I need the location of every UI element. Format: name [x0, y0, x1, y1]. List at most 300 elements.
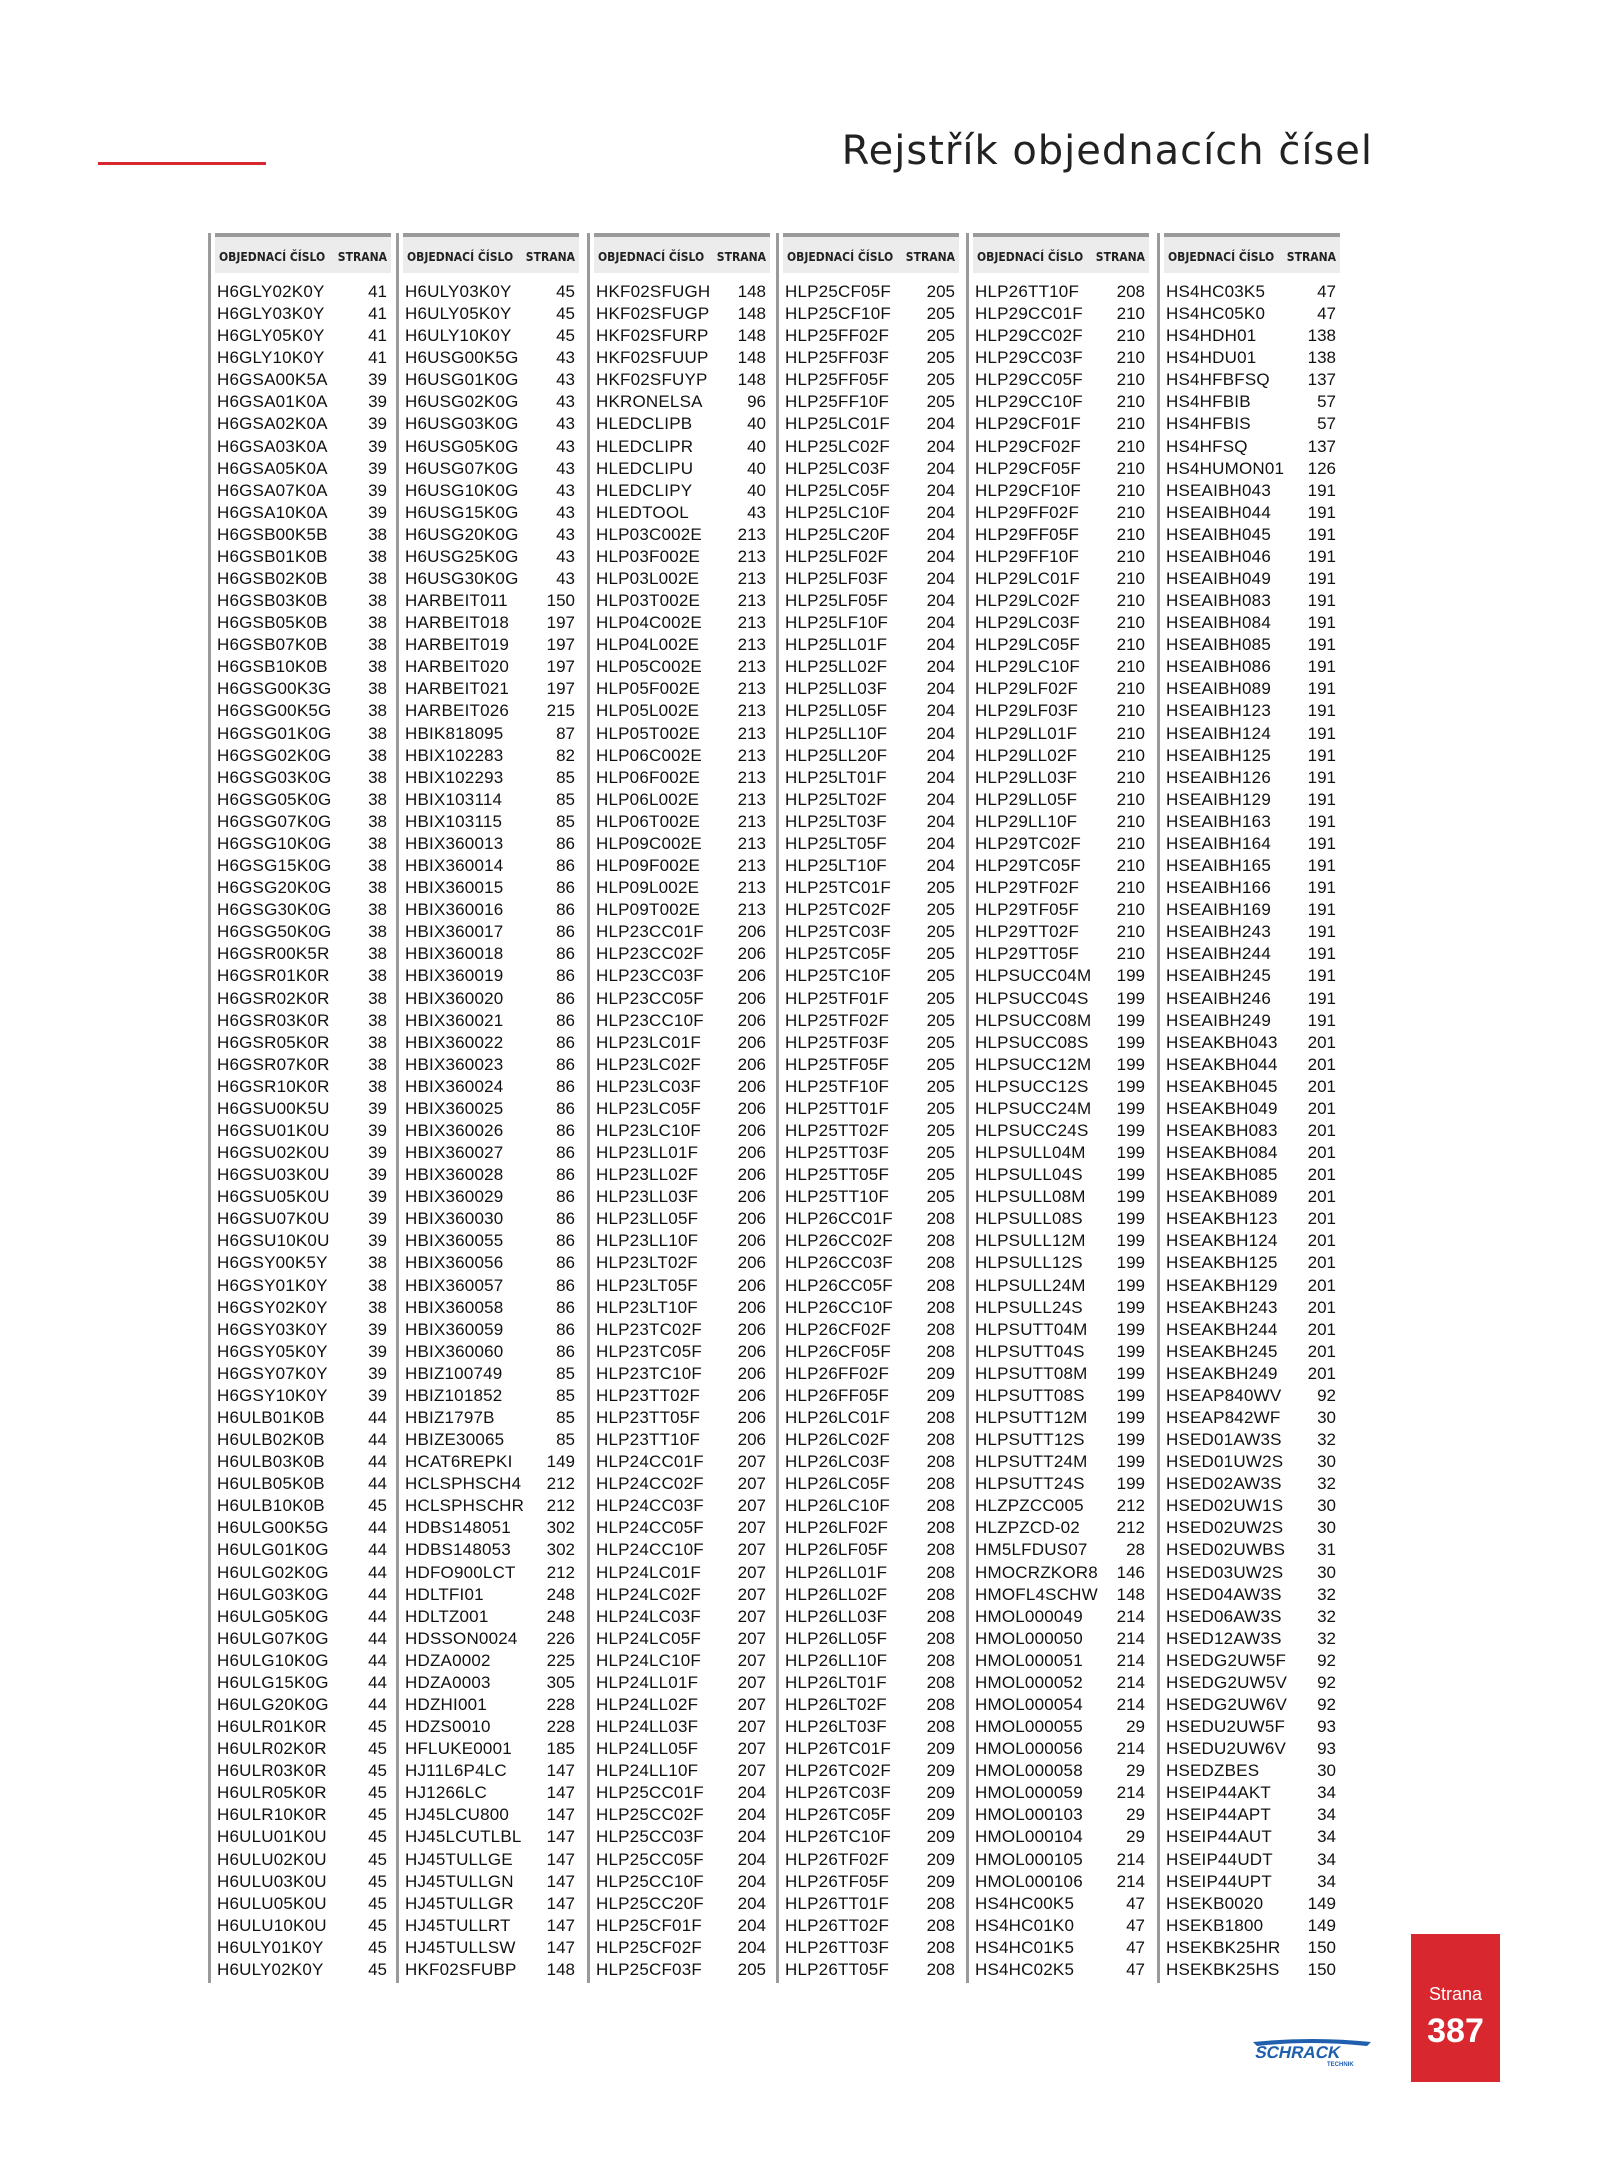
order-number: H6GSA00K5A: [217, 370, 328, 390]
order-number: HSED06AW3S: [1166, 1606, 1282, 1626]
order-number: H6GSY00K5Y: [217, 1253, 328, 1273]
index-row: [785, 1672, 957, 1694]
page-reference: 201: [1307, 1165, 1336, 1185]
page-reference: 201: [1307, 1253, 1336, 1273]
index-row: [405, 546, 577, 568]
order-number: HS4HDH01: [1166, 326, 1257, 346]
page-reference: 215: [546, 701, 575, 721]
index-row: [975, 833, 1147, 855]
page-reference: 201: [1307, 1297, 1336, 1317]
page-reference: 204: [926, 635, 955, 655]
page-reference: 43: [556, 414, 575, 434]
index-row: [405, 1826, 577, 1848]
index-row: [975, 1164, 1147, 1186]
page-reference: 199: [1116, 1297, 1145, 1317]
page-reference: 206: [737, 1363, 766, 1383]
order-number: HSEAIBH126: [1166, 767, 1271, 787]
page-reference: 208: [926, 1474, 955, 1494]
page-reference: 209: [926, 1827, 955, 1847]
page-reference: 45: [368, 1496, 387, 1516]
order-number: HLP23LT02F: [596, 1253, 698, 1273]
index-row: [217, 767, 389, 789]
order-number: HLP26LT01F: [785, 1672, 887, 1692]
order-number: HSEAIBH129: [1166, 789, 1271, 809]
order-number: HSED01UW2S: [1166, 1452, 1284, 1472]
index-row: [405, 1915, 577, 1937]
order-number: H6GSG50K0G: [217, 922, 332, 942]
index-row: [405, 436, 577, 458]
page-reference: 38: [368, 988, 387, 1008]
page-reference: 29: [1126, 1827, 1145, 1847]
order-number: HLP04C002E: [596, 613, 702, 633]
page-reference: 45: [368, 1805, 387, 1825]
page-reference: 206: [737, 1430, 766, 1450]
page-reference: 207: [737, 1672, 766, 1692]
page-reference: 43: [556, 392, 575, 412]
page-reference: 208: [926, 1319, 955, 1339]
page-reference: 29: [1126, 1761, 1145, 1781]
order-number: HLP23CC10F: [596, 1010, 704, 1030]
page-reference: 38: [368, 613, 387, 633]
logo-text: SCHRACK: [1253, 2042, 1343, 2062]
order-number: H6GSY02K0Y: [217, 1297, 328, 1317]
page-reference: 96: [747, 392, 766, 412]
page-reference: 209: [926, 1385, 955, 1405]
order-number: H6USG07K0G: [405, 458, 519, 478]
index-row: [596, 436, 768, 458]
page-reference: 213: [737, 569, 766, 589]
order-number: H6GSR07K0R: [217, 1054, 330, 1074]
index-row: [217, 1429, 389, 1451]
order-number: H6GSG10K0G: [217, 833, 332, 853]
order-number: HBIX360023: [405, 1054, 504, 1074]
order-number: HLP29LC02F: [975, 591, 1081, 611]
order-number: HBIZ100749: [405, 1363, 503, 1383]
order-number: HLP29LL05F: [975, 789, 1078, 809]
page-reference: 210: [1116, 502, 1145, 522]
index-row: [217, 656, 389, 678]
order-number: HSEAIBH169: [1166, 900, 1271, 920]
order-number: HBIZE30065: [405, 1430, 505, 1450]
order-number: HLP25CF03F: [596, 1959, 702, 1979]
index-column: [587, 233, 770, 1983]
page-reference: 204: [926, 502, 955, 522]
page-reference: 210: [1116, 657, 1145, 677]
order-number: HLP25LF02F: [785, 546, 889, 566]
index-row: [217, 458, 389, 480]
order-number: H6GSG03K0G: [217, 767, 332, 787]
page-reference: 204: [737, 1827, 766, 1847]
page-reference: 41: [368, 282, 387, 301]
page-reference: 39: [368, 1385, 387, 1405]
page-reference: 86: [556, 1297, 575, 1317]
order-number: HLP29FF05F: [975, 524, 1080, 544]
index-row: [975, 789, 1147, 811]
index-row: [217, 1098, 389, 1120]
page-reference: 209: [926, 1871, 955, 1891]
column-header: [594, 233, 770, 273]
index-row: [405, 1871, 577, 1893]
order-number: HARBEIT020: [405, 657, 510, 677]
page-reference: 147: [546, 1783, 575, 1803]
order-number: HLP25LT05F: [785, 833, 887, 853]
order-number: HLP26LT03F: [785, 1717, 887, 1737]
order-number: HLP25CC05F: [596, 1849, 704, 1869]
page-reference: 150: [546, 591, 575, 611]
page-reference: 86: [556, 1187, 575, 1207]
order-number: HLP29CC01F: [975, 304, 1083, 324]
order-number: H6ULB10K0B: [217, 1496, 325, 1516]
order-number: HLP06F002E: [596, 767, 701, 787]
index-row: [785, 656, 957, 678]
order-number: H6GSY05K0Y: [217, 1341, 328, 1361]
order-number: HLP25CF10F: [785, 304, 891, 324]
order-number: HLP06T002E: [596, 811, 701, 831]
order-number: H6GSG07K0G: [217, 811, 332, 831]
order-number: H6GSR00K5R: [217, 944, 330, 964]
page-reference: 205: [926, 1076, 955, 1096]
index-row: [975, 391, 1147, 413]
page-reference: 204: [926, 789, 955, 809]
page-reference: 45: [368, 1849, 387, 1869]
order-number: HLP29CC02F: [975, 326, 1083, 346]
index-row: [405, 1606, 577, 1628]
index-row: [1166, 1010, 1338, 1032]
page-reference: 208: [926, 1584, 955, 1604]
index-row: [785, 1076, 957, 1098]
order-number: HLP26LC10F: [785, 1496, 891, 1516]
order-number: HLPSULL04S: [975, 1165, 1083, 1185]
order-number: HS4HFBFSQ: [1166, 370, 1270, 390]
index-column: [208, 233, 391, 1983]
index-row: [405, 325, 577, 347]
page-reference: 34: [1317, 1827, 1336, 1847]
page-reference: 204: [926, 524, 955, 544]
index-row: [785, 391, 957, 413]
index-row: [405, 303, 577, 325]
index-row: [596, 1010, 768, 1032]
order-number: HLPSULL24S: [975, 1297, 1083, 1317]
index-row: [596, 1451, 768, 1473]
column-header-page: STRANA: [525, 250, 575, 264]
page-reference: 92: [1317, 1650, 1336, 1670]
index-row: [785, 1760, 957, 1782]
index-row: [217, 1562, 389, 1584]
page-reference: 38: [368, 922, 387, 942]
page-reference: 204: [926, 811, 955, 831]
index-row: [785, 1341, 957, 1363]
order-number: HLP23CC05F: [596, 988, 704, 1008]
page-reference: 38: [368, 1032, 387, 1052]
index-row: [405, 1804, 577, 1826]
index-row: [217, 855, 389, 877]
index-row: [785, 1893, 957, 1915]
order-number: HLP25LC01F: [785, 414, 891, 434]
page-reference: 206: [737, 988, 766, 1008]
page-reference: 86: [556, 900, 575, 920]
order-number: HSED12AW3S: [1166, 1628, 1282, 1648]
index-row: [975, 723, 1147, 745]
index-row: [217, 436, 389, 458]
page-reference: 210: [1116, 392, 1145, 412]
page-reference: 204: [737, 1849, 766, 1869]
index-row: [975, 1584, 1147, 1606]
index-row: [405, 1672, 577, 1694]
index-row: [785, 303, 957, 325]
order-number: HSEAKBH043: [1166, 1032, 1278, 1052]
page-reference: 199: [1116, 988, 1145, 1008]
order-number: HLPSUTT04S: [975, 1341, 1085, 1361]
page-reference: 206: [737, 1319, 766, 1339]
page-reference: 204: [737, 1893, 766, 1913]
index-row: [1166, 1782, 1338, 1804]
order-number: HLP26LL01F: [785, 1562, 888, 1582]
order-number: H6ULG05K0G: [217, 1606, 329, 1626]
order-number: HSEAIBH086: [1166, 657, 1271, 677]
index-row: [405, 656, 577, 678]
page-reference: 210: [1116, 679, 1145, 699]
page-reference: 205: [926, 370, 955, 390]
order-number: HBIX360028: [405, 1165, 504, 1185]
order-number: HLP25TF05F: [785, 1054, 890, 1074]
page-reference: 38: [368, 635, 387, 655]
order-number: HLPSUTT08M: [975, 1363, 1088, 1383]
page-reference: 45: [556, 326, 575, 346]
page-reference: 39: [368, 1120, 387, 1140]
index-row: [596, 877, 768, 899]
index-row: [405, 700, 577, 722]
order-number: HSEAIBH083: [1166, 591, 1271, 611]
order-number: HLP23LC10F: [596, 1120, 702, 1140]
order-number: HM5LFDUS07: [975, 1540, 1088, 1560]
index-row: [785, 480, 957, 502]
index-row: [217, 745, 389, 767]
order-number: HLPSUCC08S: [975, 1032, 1089, 1052]
order-number: HLP03C002E: [596, 524, 702, 544]
page-reference: 147: [546, 1937, 575, 1957]
page-reference: 85: [556, 789, 575, 809]
index-row: [785, 899, 957, 921]
page-reference: 201: [1307, 1231, 1336, 1251]
order-number: H6GSB07K0B: [217, 635, 328, 655]
index-row: [405, 1297, 577, 1319]
index-row: [217, 1606, 389, 1628]
index-row: [975, 1893, 1147, 1915]
order-number: HLP24CC03F: [596, 1496, 704, 1516]
page-reference: 47: [1126, 1937, 1145, 1957]
page-reference: 199: [1116, 1363, 1145, 1383]
index-row: [785, 1252, 957, 1274]
index-row: [596, 1385, 768, 1407]
column-header-page: STRANA: [337, 250, 387, 264]
page-reference: 39: [368, 414, 387, 434]
order-number: H6ULG15K0G: [217, 1672, 329, 1692]
page-reference: 302: [546, 1540, 575, 1560]
index-row: [975, 1517, 1147, 1539]
order-number: HLP29CC05F: [975, 370, 1083, 390]
index-row: [405, 1098, 577, 1120]
index-row: [405, 612, 577, 634]
page-reference: 32: [1317, 1474, 1336, 1494]
page-reference: 38: [368, 569, 387, 589]
index-row: [975, 1120, 1147, 1142]
index-row: [785, 723, 957, 745]
page-reference: 210: [1116, 370, 1145, 390]
order-number: HLEDTOOL: [596, 502, 689, 522]
page-reference: 191: [1307, 524, 1336, 544]
order-number: HLP24LC10F: [596, 1650, 702, 1670]
page-reference: 207: [737, 1761, 766, 1781]
page-reference: 204: [737, 1915, 766, 1935]
index-row: [975, 921, 1147, 943]
index-row: [596, 347, 768, 369]
index-row: [217, 678, 389, 700]
index-row: [217, 369, 389, 391]
order-number: HLPSUTT12M: [975, 1407, 1088, 1427]
order-number: HLP09F002E: [596, 856, 701, 876]
order-number: HLP25TF02F: [785, 1010, 890, 1030]
order-number: HLP25LT03F: [785, 811, 887, 831]
index-row: [596, 988, 768, 1010]
order-number: H6ULR02K0R: [217, 1739, 327, 1759]
order-number: HLP26TT01F: [785, 1893, 890, 1913]
order-number: HMOL000106: [975, 1871, 1083, 1891]
order-number: H6GSR01K0R: [217, 966, 330, 986]
order-number: HJ45TULLGN: [405, 1871, 514, 1891]
order-number: HSED02UW1S: [1166, 1496, 1284, 1516]
order-number: HMOL000059: [975, 1783, 1083, 1803]
page-reference: 207: [737, 1717, 766, 1737]
order-number: HSEAP840WV: [1166, 1385, 1282, 1405]
index-rows: [785, 281, 957, 1981]
index-row: [1166, 1539, 1338, 1561]
order-number: HSEAIBH246: [1166, 988, 1271, 1008]
index-row: [405, 1076, 577, 1098]
order-number: HLP25CC03F: [596, 1827, 704, 1847]
page-reference: 206: [737, 1054, 766, 1074]
page-reference: 86: [556, 1275, 575, 1295]
page-reference: 208: [926, 1672, 955, 1692]
index-row: [405, 1562, 577, 1584]
order-number: HLP25FF02F: [785, 326, 890, 346]
index-row: [596, 656, 768, 678]
order-number: HLPSULL08M: [975, 1187, 1086, 1207]
index-row: [596, 767, 768, 789]
order-number: H6GSU05K0U: [217, 1187, 330, 1207]
order-number: HSEKB1800: [1166, 1915, 1264, 1935]
order-number: HSEAIBH049: [1166, 569, 1271, 589]
order-number: H6ULG00K5G: [217, 1518, 329, 1538]
index-row: [217, 1385, 389, 1407]
page-reference: 207: [737, 1518, 766, 1538]
order-number: HLP24LL01F: [596, 1672, 699, 1692]
order-number: HLP29CF10F: [975, 480, 1081, 500]
index-row: [596, 723, 768, 745]
order-number: HSEAIBH044: [1166, 502, 1271, 522]
order-number: HSEDG2UW6V: [1166, 1695, 1288, 1714]
page-reference: 212: [546, 1474, 575, 1494]
page-reference: 208: [926, 1496, 955, 1516]
column-header-page: STRANA: [905, 250, 955, 264]
order-number: H6ULR03K0R: [217, 1761, 327, 1781]
page-reference: 86: [556, 1143, 575, 1163]
index-row: [405, 413, 577, 435]
order-number: HLP06L002E: [596, 789, 700, 809]
page-reference: 148: [737, 370, 766, 390]
order-number: H6GSY07K0Y: [217, 1363, 328, 1383]
page-reference: 146: [1116, 1562, 1145, 1582]
page-reference: 210: [1116, 767, 1145, 787]
order-number: HDLTZ001: [405, 1606, 489, 1626]
index-row: [405, 1142, 577, 1164]
page-reference: 210: [1116, 745, 1145, 765]
order-number: HSEIP44AUT: [1166, 1827, 1272, 1847]
page-reference: 209: [926, 1761, 955, 1781]
page-reference: 86: [556, 1076, 575, 1096]
index-row: [596, 1893, 768, 1915]
order-number: HSEAIBH249: [1166, 1010, 1271, 1030]
index-row: [405, 1230, 577, 1252]
index-row: [1166, 1054, 1338, 1076]
page-reference: 207: [737, 1562, 766, 1582]
order-number: HSEAKBH045: [1166, 1076, 1278, 1096]
index-row: [975, 1363, 1147, 1385]
order-number: HLP25TF01F: [785, 988, 890, 1008]
page-reference: 213: [737, 591, 766, 611]
index-row: [1166, 1341, 1338, 1363]
page-reference: 209: [926, 1849, 955, 1869]
page-reference: 208: [926, 1231, 955, 1251]
order-number: HKRONELSA: [596, 392, 703, 412]
index-row: [975, 480, 1147, 502]
order-number: HLP26CF05F: [785, 1341, 891, 1361]
index-row: [975, 281, 1147, 303]
page-reference: 210: [1116, 900, 1145, 920]
order-number: HSEIP44APT: [1166, 1805, 1271, 1825]
order-number: HSEAKBH125: [1166, 1253, 1278, 1273]
order-number: HJ1266LC: [405, 1783, 487, 1803]
page-reference: 205: [926, 1143, 955, 1163]
index-row: [405, 480, 577, 502]
index-row: [596, 1937, 768, 1959]
page-title: Rejstřík objednacích čísel: [841, 128, 1373, 174]
page-reference: 213: [737, 546, 766, 566]
order-number: H6GSA07K0A: [217, 480, 328, 500]
order-number: HMOL000055: [975, 1717, 1083, 1737]
page-reference: 205: [926, 1187, 955, 1207]
page-reference: 206: [737, 1032, 766, 1052]
page-reference: 39: [368, 1098, 387, 1118]
page-reference: 207: [737, 1628, 766, 1648]
index-row: [596, 458, 768, 480]
order-number: HLP26FF05F: [785, 1385, 890, 1405]
index-row: [217, 1032, 389, 1054]
index-row: [1166, 1937, 1338, 1959]
index-row: [975, 524, 1147, 546]
page-reference: 38: [368, 811, 387, 831]
order-number: HLP23TC02F: [596, 1319, 702, 1339]
page-reference: 213: [737, 767, 766, 787]
index-row: [1166, 789, 1338, 811]
order-number: HBIX360056: [405, 1253, 504, 1273]
index-row: [785, 590, 957, 612]
index-row: [596, 700, 768, 722]
page-reference: 85: [556, 1430, 575, 1450]
order-number: H6ULB01K0B: [217, 1407, 325, 1427]
order-number: HSEDG2UW5V: [1166, 1672, 1288, 1692]
order-number: HSEAKBH129: [1166, 1275, 1278, 1295]
index-row: [785, 1142, 957, 1164]
